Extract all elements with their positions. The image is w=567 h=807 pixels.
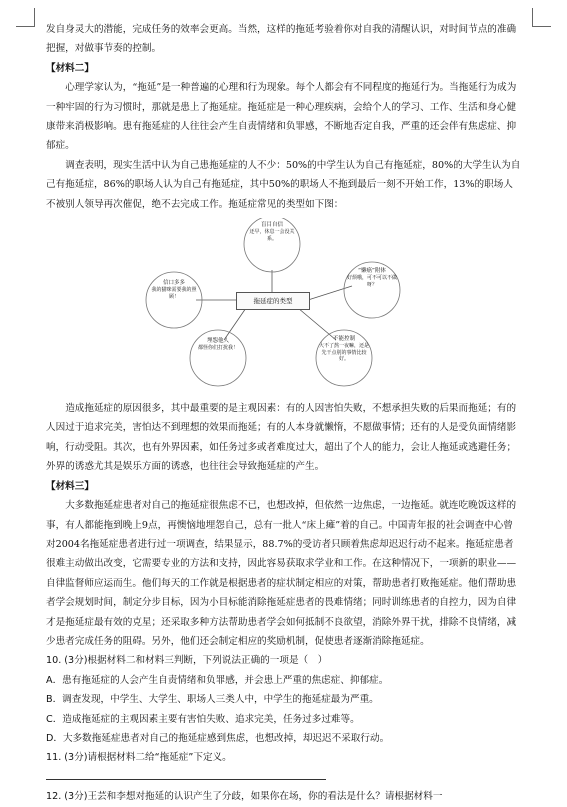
answer-blank-line [46,768,522,787]
document-content [46,20,522,807]
crop-mark-top-right [532,8,551,27]
material-2-paragraph-1: 心理学家认为，“拖延”是一种普遍的心理和行为现象。每个人都会有不同程度的拖延行为。当拖延行为成为一种牢固的行为习惯时，那就是患上了拖延症。拖延症是一种心理疾病，会给个人的学习、工作、生活和身心健康带来消极影响。患有拖延症的人往往会产生自责情绪和负罪感，不断地否定自我，严重的还会伴有焦虑症、抑郁症。 [46,82,517,152]
question-10-option-c: C．造成拖延症的主观因素主要有害怕失败、追求完美，任务过多过难等。 [46,713,360,725]
material-3-heading: 【材料三】 [46,480,94,492]
material-2-paragraph-3: 造成拖延症的原因很多，其中最重要的是主观因素：有的人因害怕失败，不想承担失败的后果而拖延；有的人因过于追求完美，害怕达不到理想的效果而拖延；有的人本身就懒惰，不愿做事情；还有的人是受负面情绪影响，行动受阻。其次，也有外界因素，如任务过多或者难度过大，超出了个人的能力，会让人拖延或逃避任务；外界的诱惑尤其是娱乐方面的诱惑，也往往会导致拖延症的产生。 [46,403,517,473]
answer-blank-end [246,769,326,780]
crop-mark-top-left [16,8,35,27]
procrastination-types-diagram [46,218,522,393]
question-11: 11. (3分)请根据材料二给“拖延症”下定义。 [46,752,232,764]
diagram-node-lazy: “懒癌”附体 好烦哦，可不可以不做呀？ [346,268,397,288]
diagram-center-label: 拖延症的类型 [236,292,310,310]
material-2-paragraph-2: 调查表明，现实生活中认为自己患拖延症的人不少：50%的中学生认为自己有拖延症，80%的大学生认为自己有拖延症，86%的职场人认为自己有拖延症，其中50%的职场人不拖到最后一刻不开始工作，13%的职场人不被别人领导再次催促，绝不去完成工作。拖延症常见的类型如下图： [46,159,521,210]
diagram-node-no-control: 不能控制 大不了熬一夜嘛，还是先干点别的事情比较好。 [318,336,369,363]
material-3-paragraph-1: 大多数拖延症患者对自己的拖延症很焦虑不已，也想改掉，但依然一边焦虑，一边拖延。就连吃晚饭这样的事，有人都能拖到晚上9点，再懊恼地埋怨自己，总有一批人“床上瘫”着的自己。中国青年报的社会调查中心曾对2004名拖延症患者进行过一项调查，结果显示，88.7%的受访者只顾着焦虑却迟迟行动不起来。拖延症患者很难主动做出改变，它需要专业的方法和支持，因此容易获取求学业和工作。在这种情况下，一项新的职业——自律监督师应运而生。他们每天的工作就是根据患者的症状制定相应的对策，帮助患者打败拖延症。他们帮助患者学会规划时间，制定分步目标，因为小目标能消除拖延症患者的畏难情绪；同时训练患者的自控力，因为自律才是拖延症最有效的克星；还采取多种方法帮助患者学会如何抵制不良欲望，消除外界干扰，排除不良情绪，减少患者完成任务的阻碍。另外，他们还会制定相应的奖励机制，促使患者逐渐消除拖延症。 [46,500,517,647]
question-10: 10. (3分)根据材料二和材料三判断，下列说法正确的一项是（ ） [46,655,328,667]
answer-blank [46,769,246,780]
material-2-heading: 【材料二】 [46,62,94,74]
question-10-option-b: B．调查发现，中学生、大学生、职场人三类人中，中学生的拖延症最为严重。 [46,694,379,706]
diagram-node-blame-others: 埋怨他人 都怪你们打扰我！ [197,338,238,352]
question-12: 12. (3分)王芸和李想对拖延的认识产生了分歧，如果你在场，你的看法是什么？请根据材料一 [46,791,443,803]
question-10-option-d: D．大多数拖延症患者对自己的拖延症感到焦虑，也想改掉，却迟迟不采取行动。 [46,732,390,744]
intro-paragraph: 发自身灵大的潜能，完成任务的效率会更高。当然，这样的拖延考验着你对自我的清醒认识，对时间节点的准确把握，对做事节奏的控制。 [46,24,517,55]
question-10-option-a: A．患有拖延症的人会产生自责情绪和负罪感，并会患上严重的焦虑症、抑郁症。 [46,674,389,686]
diagram-node-excuses: 信口多多 我的猫咪需要我的照顾！ [151,280,197,300]
diagram-node-blind-confidence: 盲目自信 还早，休息一会没关系。 [249,222,295,242]
